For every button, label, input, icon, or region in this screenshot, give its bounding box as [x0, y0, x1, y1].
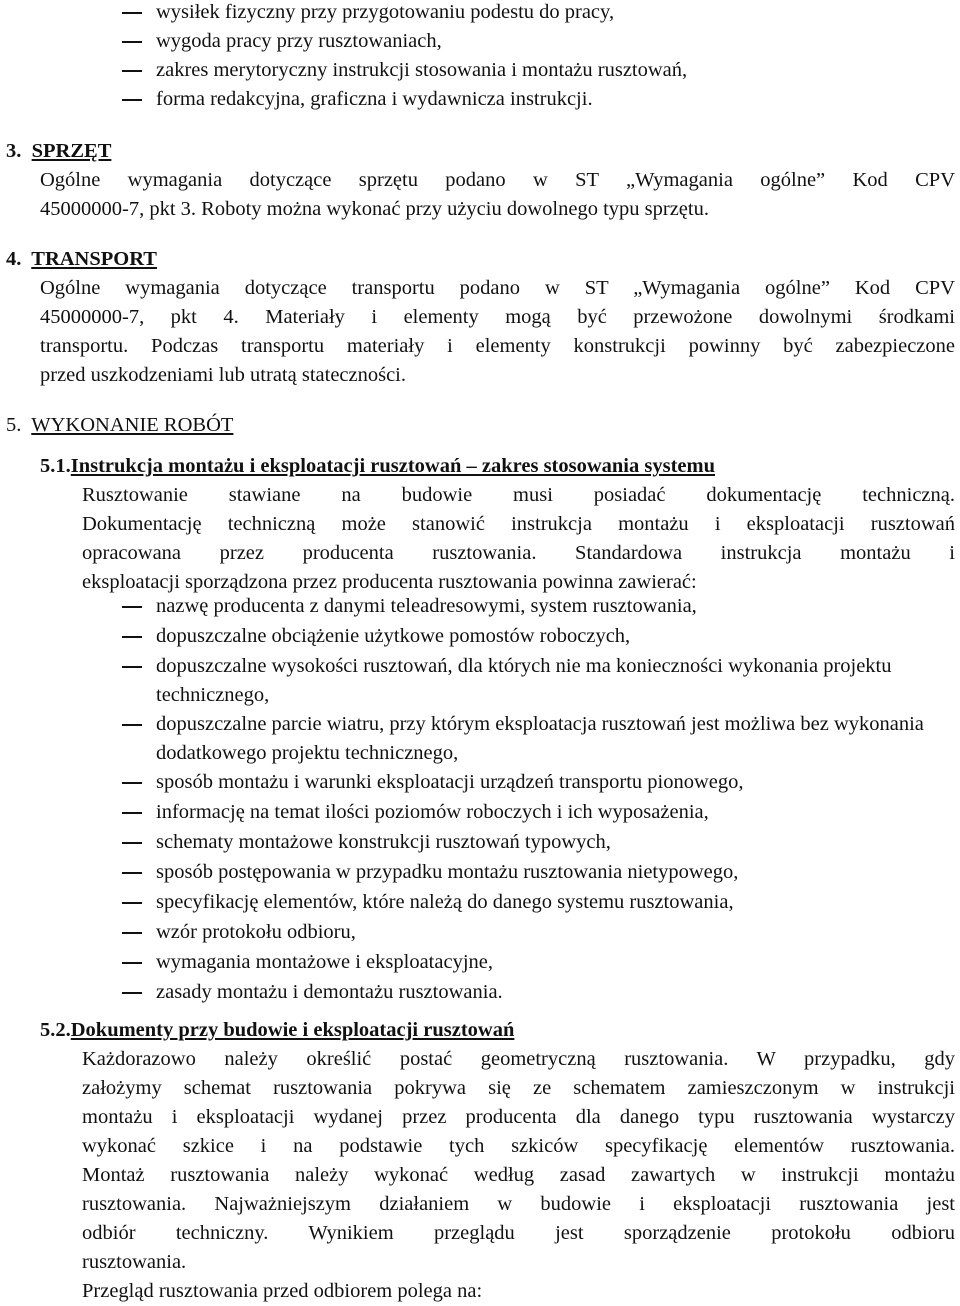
section-number: 4.	[6, 248, 22, 270]
paragraph-line: opracowana przez producenta rusztowania. Standardowa instrukcja montażu i	[82, 542, 955, 564]
paragraph-line: Przegląd rusztowania przed odbiorem polega na:	[82, 1280, 483, 1302]
section-4-heading	[6, 245, 157, 274]
dash-bullet	[122, 41, 142, 43]
paragraph-line: 45000000-7, pkt 3. Roboty można wykonać przy użyciu dowolnego typu sprzętu.	[40, 198, 709, 220]
list-item	[122, 56, 937, 85]
paragraph-line: Ogólne wymagania dotyczące sprzętu podano w ST „Wymagania ogólne” Kod CPV	[40, 169, 955, 191]
list-item	[122, 888, 937, 917]
dash-bullet	[122, 12, 142, 14]
paragraph-line: transportu. Podczas transportu materiały i elementy konstrukcji powinny być zabezpieczone	[40, 335, 955, 357]
dash-bullet	[122, 842, 142, 844]
paragraph-line: Każdorazowo należy określić postać geometryczną rusztowania. W przypadku, gdy	[82, 1048, 955, 1070]
paragraph-line: odbiór techniczny. Wynikiem przeglądu jest sporządzenie protokołu odbioru	[82, 1222, 955, 1244]
section-number: 5.2.	[40, 1019, 71, 1041]
list-item	[122, 27, 937, 56]
paragraph-line: przed uszkodzeniami lub utratą stateczności.	[40, 364, 407, 386]
section-5-1-intro	[82, 481, 955, 597]
paragraph-line: założymy schemat rusztowania pokrywa się ze schematem zamieszczonym w instrukcji	[82, 1077, 955, 1099]
section-number: 5.1.	[40, 455, 71, 477]
list-item	[122, 798, 937, 827]
section-3-heading	[6, 137, 111, 166]
section-number: 5.	[6, 414, 22, 436]
list-item	[122, 858, 937, 887]
section-title: SPRZĘT	[31, 140, 112, 162]
dash-bullet	[122, 992, 142, 994]
list-item	[122, 0, 937, 27]
section-title: WYKONANIE ROBÓT	[31, 414, 234, 436]
list-item-text: sposób montażu i warunki eksploatacji urządzeń transportu pionowego,	[156, 771, 744, 793]
dash-bullet	[122, 812, 142, 814]
paragraph-line: rusztowania. Najważniejszym działaniem w budowie i eksploatacji rusztowania jest	[82, 1193, 955, 1215]
list-item	[122, 85, 937, 114]
dash-bullet	[122, 872, 142, 874]
section-5-1-heading	[40, 452, 715, 481]
list-item	[122, 622, 937, 651]
dash-bullet	[122, 606, 142, 608]
list-item-text: zasady montażu i demontażu rusztowania.	[156, 981, 503, 1003]
list-item-text: wysiłek fizyczny przy przygotowaniu podestu do pracy,	[156, 1, 615, 23]
dash-bullet	[122, 99, 142, 101]
dash-bullet	[122, 782, 142, 784]
dash-bullet	[122, 724, 142, 726]
paragraph-line: 45000000-7, pkt 4. Materiały i elementy mogą być przewożone dowolnymi środkami	[40, 306, 955, 328]
dash-bullet	[122, 962, 142, 964]
section-4-body	[40, 274, 955, 390]
section-title: Instrukcja montażu i eksploatacji rusztowań – zakres stosowania systemu	[70, 455, 715, 477]
paragraph-line: Rusztowanie stawiane na budowie musi posiadać dokumentację techniczną.	[82, 484, 955, 506]
list-item-text: dopuszczalne wysokości rusztowań, dla których nie ma konieczności wykonania projektu technicznego,	[156, 655, 892, 706]
list-item-text: wygoda pracy przy rusztowaniach,	[156, 30, 442, 52]
list-item	[122, 828, 937, 857]
list-item-text: dopuszczalne obciążenie użytkowe pomostów roboczych,	[156, 625, 631, 647]
section-5-2-heading	[40, 1016, 514, 1045]
section-5-2-body	[82, 1045, 955, 1306]
list-item-text: informację na temat ilości poziomów roboczych i ich wyposażenia,	[156, 801, 709, 823]
list-item	[122, 592, 937, 621]
list-item	[122, 768, 937, 797]
list-item-text: forma redakcyjna, graficzna i wydawnicza instrukcji.	[156, 88, 593, 110]
list-item-text: wymagania montażowe i eksploatacyjne,	[156, 951, 493, 973]
list-item-text: schematy montażowe konstrukcji rusztowań typowych,	[156, 831, 611, 853]
list-item	[122, 948, 937, 977]
section-title: Dokumenty przy budowie i eksploatacji rusztowań	[70, 1019, 515, 1041]
paragraph-line: eksploatacji sporządzona przez producenta rusztowania powinna zawierać:	[82, 571, 697, 593]
dash-bullet	[122, 666, 142, 668]
list-item	[122, 918, 937, 947]
section-title: TRANSPORT	[31, 248, 157, 270]
paragraph-line: rusztowania.	[82, 1251, 187, 1273]
paragraph-line: montażu i eksploatacji wydanej przez producenta dla danego typu rusztowania wystarczy	[82, 1106, 955, 1128]
section-5-heading	[6, 411, 233, 440]
paragraph-line: Montaż rusztowania należy wykonać według zasad zawartych w instrukcji montażu	[82, 1164, 955, 1186]
paragraph-line: Dokumentację techniczną może stanowić instrukcja montażu i eksploatacji rusztowań	[82, 513, 955, 535]
list-item-text: zakres merytoryczny instrukcji stosowania i montażu rusztowań,	[156, 59, 688, 81]
dash-bullet	[122, 70, 142, 72]
dash-bullet	[122, 902, 142, 904]
list-item	[122, 710, 937, 768]
list-item-text: sposób postępowania w przypadku montażu rusztowania nietypowego,	[156, 861, 739, 883]
list-item-text: dopuszczalne parcie wiatru, przy którym eksploatacja rusztowań jest możliwa bez wykonania dodatkowego projektu technicznego,	[156, 713, 924, 764]
section-3-body	[40, 166, 955, 224]
list-item	[122, 978, 937, 1007]
dash-bullet	[122, 932, 142, 934]
list-item-text: nazwę producenta z danymi teleadresowymi, system rusztowania,	[156, 595, 697, 617]
paragraph-line: Ogólne wymagania dotyczące transportu podano w ST „Wymagania ogólne” Kod CPV	[40, 277, 955, 299]
section-number: 3.	[6, 140, 22, 162]
list-item-text: specyfikację elementów, które należą do danego systemu rusztowania,	[156, 891, 734, 913]
dash-bullet	[122, 636, 142, 638]
list-item-text: wzór protokołu odbioru,	[156, 921, 356, 943]
paragraph-line: wykonać szkice i na podstawie tych szkiców specyfikację elementów rusztowania.	[82, 1135, 955, 1157]
list-item	[122, 652, 937, 710]
